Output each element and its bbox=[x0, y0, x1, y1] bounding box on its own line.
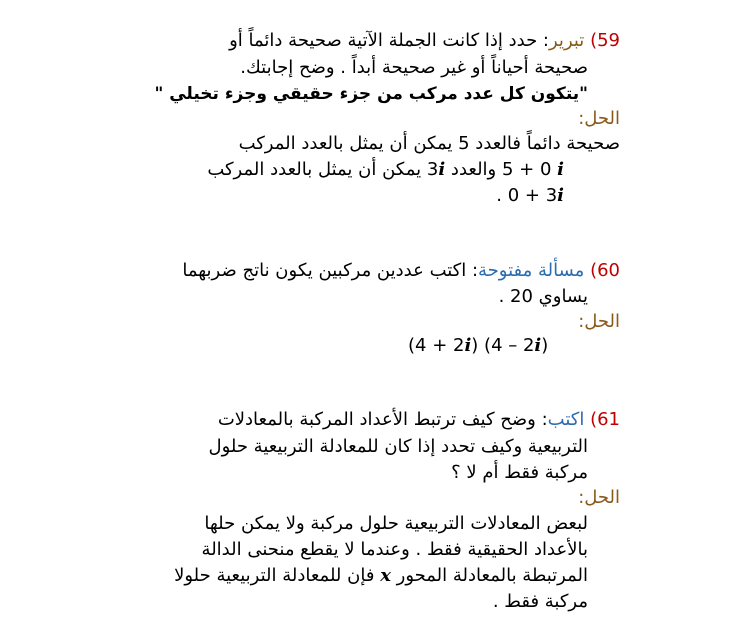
q61-answer-line2: بالأعداد الحقيقية فقط . وعندما لا يقطع منحنى الدالة bbox=[201, 539, 588, 560]
q59-answer-line2: 5 + 0 i والعدد 3i يمكن أن يمثل بالعدد المركب bbox=[207, 159, 564, 180]
q59-answer-line3: 0 + 3i . bbox=[496, 185, 564, 206]
q60-line1 bbox=[182, 258, 620, 284]
q60-line2: يساوي 20 . bbox=[498, 286, 588, 307]
q60-text-line1: : اكتب عددين مركبين يكون ناتج ضربهما bbox=[182, 260, 479, 281]
q60-number: 60) bbox=[590, 260, 620, 281]
q59-line2: صحيحة أحياناً أو غير صحيحة أبداً . وضح إجابتك. bbox=[240, 57, 588, 78]
q61-label: اكتب bbox=[547, 409, 585, 430]
q61-line2: التربيعية وكيف تحدد إذا كان للمعادلة التربيعية حلول bbox=[208, 436, 588, 457]
q59-line1 bbox=[229, 28, 620, 54]
q61-line1 bbox=[218, 407, 620, 433]
q59-answer-line1: صحيحة دائماً فالعدد 5 يمكن أن يمثل بالعدد المركب bbox=[238, 133, 620, 154]
q59-number: 59) bbox=[590, 30, 620, 51]
q61-answer-line3: المرتبطة بالمعادلة المحور x فإن للمعادلة التربيعية حلولا bbox=[174, 565, 588, 586]
q61-solution-label: الحل: bbox=[578, 487, 620, 508]
q59-label: تبرير bbox=[549, 30, 585, 51]
q60-solution-label: الحل: bbox=[578, 311, 620, 332]
q60-answer: (4 + 2i) (4 – 2i) bbox=[408, 335, 549, 356]
q59-solution-label: الحل: bbox=[578, 108, 620, 129]
q61-number: 61) bbox=[590, 409, 620, 430]
q61-text-line1: : وضح كيف ترتبط الأعداد المركبة بالمعادلات bbox=[217, 409, 548, 430]
q61-answer-line1: لبعض المعادلات التربيعية حلول مركبة ولا يمكن حلها bbox=[204, 513, 588, 534]
q60-label: مسألة مفتوحة bbox=[478, 260, 585, 281]
q59-text-line1: : حدد إذا كانت الجملة الآتية صحيحة دائماً أو bbox=[229, 30, 549, 51]
q61-answer-line4: مركبة فقط . bbox=[492, 591, 588, 612]
q61-line3: مركبة فقط أم لا ؟ bbox=[451, 462, 588, 483]
q59-line3: "يتكون كل عدد مركب من جزء حقيقي وجزء تخيلي " bbox=[154, 84, 588, 104]
